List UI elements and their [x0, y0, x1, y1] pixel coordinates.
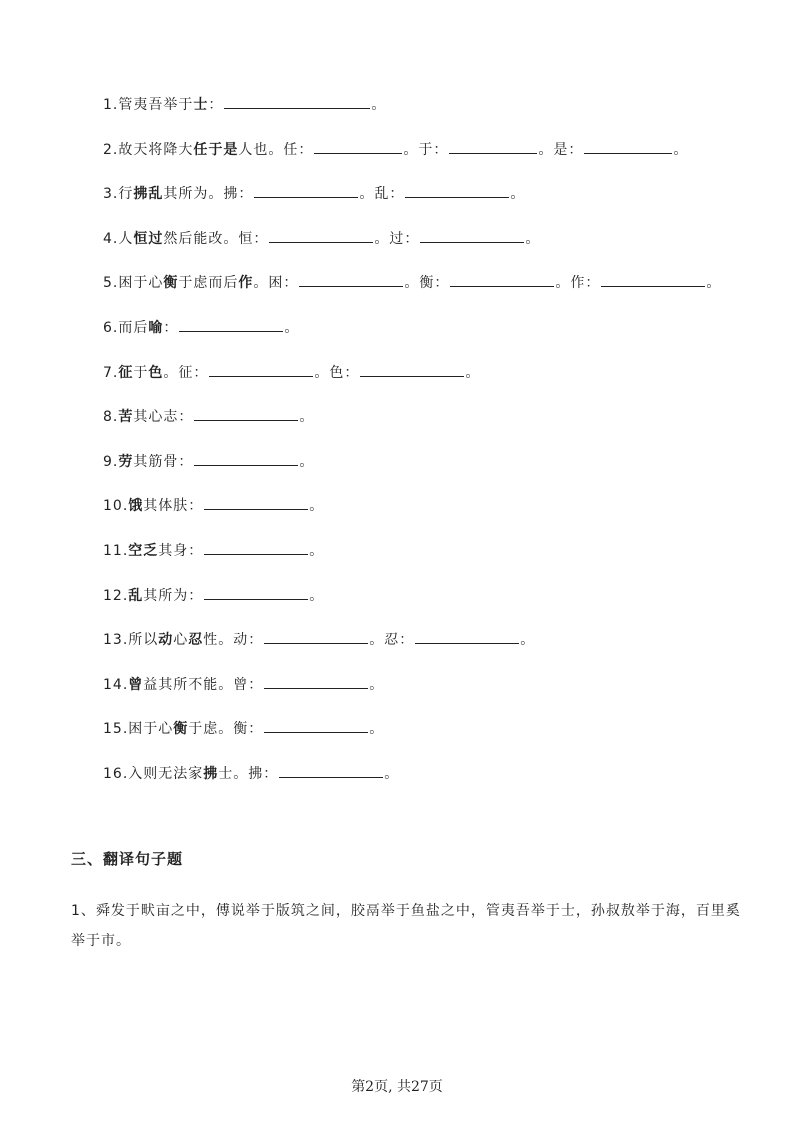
- blank-suffix: 。色：: [314, 364, 360, 381]
- blank-suffix: 。: [371, 97, 387, 113]
- blank-suffix: 。: [309, 587, 325, 604]
- emphasized-word: 动: [158, 632, 174, 649]
- emphasized-word: 士: [193, 97, 209, 113]
- answer-blank[interactable]: [194, 451, 298, 466]
- answer-blank[interactable]: [405, 183, 509, 198]
- question-number: 13.: [103, 632, 129, 649]
- answer-blank[interactable]: [415, 629, 519, 644]
- emphasized-word: 征: [118, 364, 134, 381]
- question-number: 2.: [103, 141, 119, 158]
- question-text: 所以: [128, 632, 159, 649]
- answer-blank[interactable]: [269, 228, 373, 243]
- question-text: ：: [163, 320, 179, 336]
- question-text: 其所为。拂：: [163, 186, 254, 203]
- question-number: 15.: [103, 721, 129, 738]
- translation-question-text: 1、舜发于畎亩之中，傅说举于版筑之间，胶鬲举于鱼盐之中，管夷吾举于士，孙叔敖举于海，百里奚举于市。: [71, 903, 741, 949]
- emphasized-word: 拂: [203, 766, 219, 782]
- question-text: 管夷吾举于: [118, 97, 194, 113]
- question-text: 人也。任：: [238, 141, 314, 158]
- question-text: 于心: [133, 275, 164, 292]
- answer-blank[interactable]: [449, 139, 537, 154]
- blank-suffix: 。: [299, 453, 315, 470]
- blank-suffix: 。: [525, 230, 541, 247]
- emphasized-word: 饿: [128, 498, 144, 515]
- question-number: 12.: [103, 587, 129, 604]
- question-line: [103, 228, 540, 249]
- emphasized-word: 苦: [118, 409, 134, 426]
- question-text: 益其所不能。曾：: [143, 676, 264, 693]
- question-number: 8.: [103, 409, 119, 426]
- question-line: [103, 629, 535, 650]
- answer-blank[interactable]: [194, 406, 298, 421]
- blank-suffix: 。: [673, 141, 689, 158]
- question-text: 其筋骨：: [133, 453, 194, 470]
- question-line: [103, 763, 399, 784]
- answer-blank[interactable]: [360, 362, 464, 377]
- blank-suffix: 。: [384, 766, 400, 782]
- blank-suffix: 。乱：: [359, 186, 405, 203]
- question-text: 而后: [118, 320, 149, 336]
- answer-blank[interactable]: [450, 272, 554, 287]
- question-text: 。困：: [253, 275, 299, 292]
- blank-suffix: 。: [369, 676, 385, 693]
- question-text: 于: [133, 364, 149, 381]
- question-line: [103, 718, 384, 739]
- question-number: 16.: [103, 766, 129, 782]
- question-number: 10.: [103, 498, 129, 515]
- question-line: [103, 451, 314, 472]
- answer-blank[interactable]: [264, 718, 368, 733]
- question-line: [103, 317, 299, 338]
- blank-suffix: 。: [284, 320, 300, 336]
- question-number: 11.: [103, 543, 129, 559]
- question-text: 于虑。衡：: [188, 721, 264, 738]
- question-text: 。征：: [163, 364, 209, 381]
- question-text: 故天将降大: [118, 141, 194, 158]
- question-text: 其身：: [158, 543, 204, 559]
- emphasized-word: 空乏: [128, 543, 159, 559]
- answer-blank[interactable]: [204, 540, 308, 555]
- question-line: [103, 362, 480, 383]
- blank-suffix: 。作：: [555, 275, 601, 292]
- question-text: 入则无法家: [128, 766, 204, 782]
- answer-blank[interactable]: [314, 139, 402, 154]
- emphasized-word: 恒过: [133, 230, 164, 247]
- answer-blank[interactable]: [299, 272, 403, 287]
- section-heading: 三、翻译句子题: [71, 850, 184, 868]
- question-number: 6.: [103, 320, 119, 336]
- question-line: [103, 674, 384, 695]
- question-line: [103, 585, 324, 606]
- question-text: 士。拂：: [218, 766, 279, 782]
- answer-blank[interactable]: [264, 629, 368, 644]
- question-text: 心: [173, 632, 189, 649]
- question-line: [103, 183, 525, 204]
- emphasized-word: 任于是: [193, 141, 239, 158]
- answer-blank[interactable]: [254, 183, 358, 198]
- emphasized-word: 作: [238, 275, 254, 292]
- question-text: 性。动：: [203, 632, 264, 649]
- question-line: [103, 495, 324, 516]
- question-text: 行: [118, 186, 134, 203]
- blank-suffix: 。: [309, 543, 325, 559]
- emphasized-word: 忍: [188, 632, 204, 649]
- question-number: 9.: [103, 453, 119, 470]
- question-number: 1.: [103, 97, 119, 113]
- question-text: 其体肤：: [143, 498, 204, 515]
- blank-suffix: 。忍：: [369, 632, 415, 649]
- question-text: 困于心: [128, 721, 174, 738]
- answer-blank[interactable]: [601, 272, 705, 287]
- question-text: 于虑而后: [178, 275, 239, 292]
- emphasized-word: 乱: [128, 587, 144, 604]
- blank-suffix: 。于：: [403, 141, 449, 158]
- blank-suffix: 。: [465, 364, 481, 381]
- emphasized-word: 衡: [173, 721, 189, 738]
- blank-suffix: 。: [309, 498, 325, 515]
- question-line: [103, 139, 688, 160]
- question-number: 5.: [103, 275, 119, 292]
- answer-blank[interactable]: [204, 495, 308, 510]
- emphasized-word: 衡: [163, 275, 179, 292]
- question-line: [103, 272, 721, 293]
- answer-blank[interactable]: [420, 228, 524, 243]
- emphasized-word: 曾: [128, 676, 144, 693]
- question-text: 其心志：: [133, 409, 194, 426]
- question-line: [103, 540, 324, 561]
- question-line: [103, 94, 386, 115]
- answer-blank[interactable]: [279, 763, 383, 778]
- page-number: 第2页, 共27页: [351, 1079, 443, 1095]
- question-text: 其所为：: [143, 587, 204, 604]
- question-text: 然后能改。恒：: [163, 230, 269, 247]
- question-number: 3.: [103, 186, 119, 203]
- emphasized-word: 劳: [118, 453, 134, 470]
- emphasized-word: 拂乱: [133, 186, 164, 203]
- blank-suffix: 。衡：: [404, 275, 450, 292]
- blank-suffix: 。过：: [374, 230, 420, 247]
- question-number: 4.: [103, 230, 119, 247]
- answer-blank[interactable]: [584, 139, 672, 154]
- question-number: 14.: [103, 676, 129, 693]
- blank-suffix: 。: [520, 632, 536, 649]
- emphasized-word: 喻: [148, 320, 164, 336]
- answer-blank[interactable]: [204, 585, 308, 600]
- question-number: 7.: [103, 364, 119, 381]
- question-text: 困: [118, 275, 134, 292]
- question-text: 人: [118, 230, 134, 247]
- blank-suffix: 。: [369, 721, 385, 738]
- question-line: [103, 406, 314, 427]
- answer-blank[interactable]: [264, 674, 368, 689]
- blank-suffix: 。是：: [538, 141, 584, 158]
- blank-suffix: 。: [510, 186, 526, 203]
- blank-suffix: 。: [706, 275, 722, 292]
- emphasized-word: 色: [148, 364, 164, 381]
- question-text: ：: [208, 97, 224, 113]
- blank-suffix: 。: [299, 409, 315, 426]
- answer-blank[interactable]: [224, 94, 370, 109]
- answer-blank[interactable]: [179, 317, 283, 332]
- answer-blank[interactable]: [209, 362, 313, 377]
